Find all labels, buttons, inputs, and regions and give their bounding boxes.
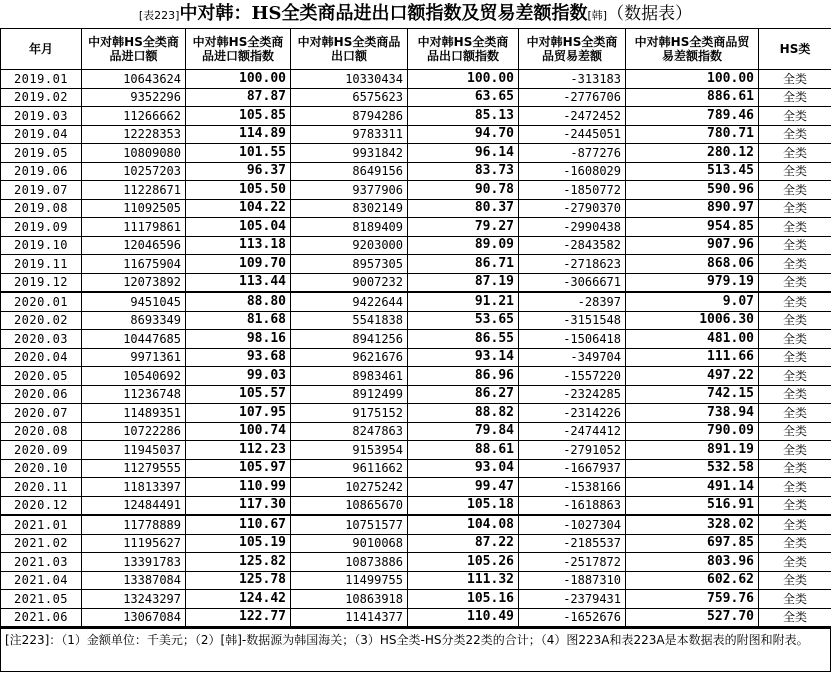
cell-hs-class: 全类 bbox=[759, 571, 831, 590]
cell-import-index: 81.68 bbox=[186, 311, 291, 330]
cell-balance-index: 497.22 bbox=[626, 367, 759, 386]
cell-export-value: 9931842 bbox=[291, 144, 408, 163]
cell-balance-value: -3066671 bbox=[519, 273, 626, 292]
cell-month: 2021.01 bbox=[1, 515, 82, 534]
cell-month: 2020.07 bbox=[1, 404, 82, 423]
header-export-value: 中对韩HS全类商品出口额 bbox=[291, 29, 408, 70]
table-row bbox=[1, 348, 831, 367]
cell-export-value: 10863918 bbox=[291, 590, 408, 609]
cell-balance-value: -2474412 bbox=[519, 422, 626, 441]
cell-export-value: 9153954 bbox=[291, 441, 408, 460]
cell-export-value: 8794286 bbox=[291, 107, 408, 126]
cell-hs-class: 全类 bbox=[759, 181, 831, 200]
cell-month: 2019.04 bbox=[1, 125, 82, 144]
cell-month: 2019.02 bbox=[1, 88, 82, 107]
cell-import-value: 9971361 bbox=[82, 348, 186, 367]
cell-hs-class: 全类 bbox=[759, 88, 831, 107]
cell-export-index: 83.73 bbox=[408, 162, 519, 181]
cell-import-value: 11195627 bbox=[82, 534, 186, 553]
cell-export-index: 105.18 bbox=[408, 496, 519, 515]
cell-export-index: 111.32 bbox=[408, 571, 519, 590]
cell-month: 2020.03 bbox=[1, 330, 82, 349]
cell-export-value: 9621676 bbox=[291, 348, 408, 367]
cell-export-index: 88.82 bbox=[408, 404, 519, 423]
cell-import-index: 124.42 bbox=[186, 590, 291, 609]
cell-month: 2020.02 bbox=[1, 311, 82, 330]
header-balance-value: 中对韩HS全类商品贸易差额 bbox=[519, 29, 626, 70]
cell-export-index: 104.08 bbox=[408, 515, 519, 534]
cell-export-value: 8912499 bbox=[291, 385, 408, 404]
cell-hs-class: 全类 bbox=[759, 273, 831, 292]
cell-import-value: 11489351 bbox=[82, 404, 186, 423]
cell-month: 2021.06 bbox=[1, 608, 82, 627]
title-suffix: （数据表） bbox=[607, 4, 693, 24]
cell-import-value: 8693349 bbox=[82, 311, 186, 330]
table-row bbox=[1, 292, 831, 311]
cell-balance-value: -1850772 bbox=[519, 181, 626, 200]
cell-export-index: 91.21 bbox=[408, 292, 519, 311]
cell-import-index: 101.55 bbox=[186, 144, 291, 163]
cell-balance-index: 886.61 bbox=[626, 88, 759, 107]
cell-export-index: 100.00 bbox=[408, 70, 519, 89]
cell-import-value: 11228671 bbox=[82, 181, 186, 200]
cell-import-value: 11813397 bbox=[82, 478, 186, 497]
cell-hs-class: 全类 bbox=[759, 496, 831, 515]
cell-month: 2020.10 bbox=[1, 459, 82, 478]
cell-import-value: 11279555 bbox=[82, 459, 186, 478]
cell-import-value: 11266662 bbox=[82, 107, 186, 126]
cell-import-index: 125.78 bbox=[186, 571, 291, 590]
table-row bbox=[1, 162, 831, 181]
cell-export-value: 11414377 bbox=[291, 608, 408, 627]
cell-import-index: 104.22 bbox=[186, 199, 291, 218]
cell-export-value: 9175152 bbox=[291, 404, 408, 423]
table-row bbox=[1, 88, 831, 107]
cell-hs-class: 全类 bbox=[759, 144, 831, 163]
cell-export-value: 10330434 bbox=[291, 70, 408, 89]
table-row bbox=[1, 441, 831, 460]
cell-import-index: 93.68 bbox=[186, 348, 291, 367]
cell-balance-index: 513.45 bbox=[626, 162, 759, 181]
cell-import-index: 88.80 bbox=[186, 292, 291, 311]
cell-import-value: 10257203 bbox=[82, 162, 186, 181]
cell-balance-value: -1667937 bbox=[519, 459, 626, 478]
cell-hs-class: 全类 bbox=[759, 348, 831, 367]
cell-month: 2020.06 bbox=[1, 385, 82, 404]
cell-import-index: 112.23 bbox=[186, 441, 291, 460]
cell-balance-value: -877276 bbox=[519, 144, 626, 163]
cell-export-value: 9611662 bbox=[291, 459, 408, 478]
cell-import-value: 12484491 bbox=[82, 496, 186, 515]
header-month: 年月 bbox=[1, 29, 82, 70]
table-row bbox=[1, 144, 831, 163]
cell-balance-value: -2791052 bbox=[519, 441, 626, 460]
cell-hs-class: 全类 bbox=[759, 590, 831, 609]
cell-hs-class: 全类 bbox=[759, 218, 831, 237]
cell-export-value: 5541838 bbox=[291, 311, 408, 330]
cell-balance-value: -2776706 bbox=[519, 88, 626, 107]
cell-import-value: 10809080 bbox=[82, 144, 186, 163]
header-import-value: 中对韩HS全类商品进口额 bbox=[82, 29, 186, 70]
cell-balance-value: -2790370 bbox=[519, 199, 626, 218]
cell-balance-value: -2185537 bbox=[519, 534, 626, 553]
cell-import-value: 13243297 bbox=[82, 590, 186, 609]
cell-import-index: 122.77 bbox=[186, 608, 291, 627]
cell-import-value: 11179861 bbox=[82, 218, 186, 237]
table-row bbox=[1, 590, 831, 609]
title-main: 中对韩：HS全类商品进出口额指数及贸易差额指数 bbox=[179, 3, 588, 24]
cell-balance-value: -2718623 bbox=[519, 255, 626, 274]
cell-hs-class: 全类 bbox=[759, 255, 831, 274]
cell-import-value: 10540692 bbox=[82, 367, 186, 386]
cell-export-index: 94.70 bbox=[408, 125, 519, 144]
cell-balance-index: 759.76 bbox=[626, 590, 759, 609]
cell-export-value: 9377906 bbox=[291, 181, 408, 200]
cell-export-index: 86.71 bbox=[408, 255, 519, 274]
cell-balance-index: 697.85 bbox=[626, 534, 759, 553]
cell-hs-class: 全类 bbox=[759, 107, 831, 126]
cell-balance-value: -1652676 bbox=[519, 608, 626, 627]
cell-balance-index: 979.19 bbox=[626, 273, 759, 292]
cell-import-index: 105.57 bbox=[186, 385, 291, 404]
header-export-index: 中对韩HS全类商品出口额指数 bbox=[408, 29, 519, 70]
cell-balance-value: -2324285 bbox=[519, 385, 626, 404]
cell-hs-class: 全类 bbox=[759, 459, 831, 478]
cell-import-index: 125.82 bbox=[186, 553, 291, 572]
table-row bbox=[1, 571, 831, 590]
cell-export-index: 105.26 bbox=[408, 553, 519, 572]
cell-export-value: 9007232 bbox=[291, 273, 408, 292]
cell-import-index: 105.19 bbox=[186, 534, 291, 553]
cell-balance-index: 590.96 bbox=[626, 181, 759, 200]
cell-balance-index: 1006.30 bbox=[626, 311, 759, 330]
cell-month: 2019.01 bbox=[1, 70, 82, 89]
table-row bbox=[1, 199, 831, 218]
cell-export-value: 8189409 bbox=[291, 218, 408, 237]
cell-month: 2020.09 bbox=[1, 441, 82, 460]
cell-import-index: 110.67 bbox=[186, 515, 291, 534]
cell-import-value: 10643624 bbox=[82, 70, 186, 89]
cell-balance-index: 742.15 bbox=[626, 385, 759, 404]
table-row bbox=[1, 515, 831, 534]
cell-import-index: 100.00 bbox=[186, 70, 291, 89]
table-row bbox=[1, 608, 831, 627]
cell-export-index: 93.14 bbox=[408, 348, 519, 367]
cell-month: 2020.05 bbox=[1, 367, 82, 386]
cell-export-value: 9422644 bbox=[291, 292, 408, 311]
table-row bbox=[1, 255, 831, 274]
cell-hs-class: 全类 bbox=[759, 70, 831, 89]
cell-export-value: 10873886 bbox=[291, 553, 408, 572]
cell-balance-index: 790.09 bbox=[626, 422, 759, 441]
table-row bbox=[1, 367, 831, 386]
cell-hs-class: 全类 bbox=[759, 236, 831, 255]
cell-month: 2019.08 bbox=[1, 199, 82, 218]
cell-export-value: 8957305 bbox=[291, 255, 408, 274]
cell-export-value: 11499755 bbox=[291, 571, 408, 590]
cell-export-index: 85.13 bbox=[408, 107, 519, 126]
cell-balance-index: 954.85 bbox=[626, 218, 759, 237]
cell-balance-value: -28397 bbox=[519, 292, 626, 311]
table-row bbox=[1, 125, 831, 144]
cell-month: 2021.03 bbox=[1, 553, 82, 572]
cell-export-value: 8649156 bbox=[291, 162, 408, 181]
cell-balance-index: 491.14 bbox=[626, 478, 759, 497]
cell-import-index: 105.97 bbox=[186, 459, 291, 478]
cell-month: 2019.10 bbox=[1, 236, 82, 255]
cell-import-index: 96.37 bbox=[186, 162, 291, 181]
cell-export-value: 8941256 bbox=[291, 330, 408, 349]
cell-import-value: 12073892 bbox=[82, 273, 186, 292]
table-row bbox=[1, 553, 831, 572]
cell-import-value: 11675904 bbox=[82, 255, 186, 274]
cell-balance-index: 328.02 bbox=[626, 515, 759, 534]
cell-import-index: 105.04 bbox=[186, 218, 291, 237]
header-row bbox=[1, 29, 831, 70]
cell-month: 2019.12 bbox=[1, 273, 82, 292]
data-table bbox=[0, 28, 831, 627]
cell-hs-class: 全类 bbox=[759, 385, 831, 404]
cell-balance-index: 516.91 bbox=[626, 496, 759, 515]
cell-import-value: 12228353 bbox=[82, 125, 186, 144]
cell-month: 2020.12 bbox=[1, 496, 82, 515]
cell-month: 2021.02 bbox=[1, 534, 82, 553]
cell-export-value: 9783311 bbox=[291, 125, 408, 144]
cell-export-index: 79.27 bbox=[408, 218, 519, 237]
cell-import-index: 87.87 bbox=[186, 88, 291, 107]
cell-export-index: 79.84 bbox=[408, 422, 519, 441]
cell-export-index: 80.37 bbox=[408, 199, 519, 218]
cell-export-index: 86.55 bbox=[408, 330, 519, 349]
table-row bbox=[1, 534, 831, 553]
cell-import-value: 9451045 bbox=[82, 292, 186, 311]
table-row bbox=[1, 459, 831, 478]
cell-import-index: 98.16 bbox=[186, 330, 291, 349]
cell-balance-index: 532.58 bbox=[626, 459, 759, 478]
cell-balance-value: -1506418 bbox=[519, 330, 626, 349]
table-row bbox=[1, 496, 831, 515]
table-row bbox=[1, 107, 831, 126]
cell-hs-class: 全类 bbox=[759, 162, 831, 181]
cell-balance-index: 9.07 bbox=[626, 292, 759, 311]
cell-hs-class: 全类 bbox=[759, 553, 831, 572]
cell-import-index: 105.85 bbox=[186, 107, 291, 126]
table-row bbox=[1, 273, 831, 292]
cell-month: 2019.05 bbox=[1, 144, 82, 163]
cell-hs-class: 全类 bbox=[759, 292, 831, 311]
cell-month: 2020.11 bbox=[1, 478, 82, 497]
cell-hs-class: 全类 bbox=[759, 330, 831, 349]
cell-hs-class: 全类 bbox=[759, 441, 831, 460]
cell-balance-index: 280.12 bbox=[626, 144, 759, 163]
cell-export-value: 8302149 bbox=[291, 199, 408, 218]
cell-hs-class: 全类 bbox=[759, 608, 831, 627]
cell-import-value: 12046596 bbox=[82, 236, 186, 255]
cell-import-index: 110.99 bbox=[186, 478, 291, 497]
cell-import-value: 11092505 bbox=[82, 199, 186, 218]
cell-import-value: 13067084 bbox=[82, 608, 186, 627]
cell-import-index: 117.30 bbox=[186, 496, 291, 515]
cell-export-value: 8983461 bbox=[291, 367, 408, 386]
cell-balance-value: -2472452 bbox=[519, 107, 626, 126]
cell-hs-class: 全类 bbox=[759, 422, 831, 441]
cell-import-index: 105.50 bbox=[186, 181, 291, 200]
cell-hs-class: 全类 bbox=[759, 515, 831, 534]
cell-export-index: 93.04 bbox=[408, 459, 519, 478]
table-row bbox=[1, 478, 831, 497]
cell-import-value: 13387084 bbox=[82, 571, 186, 590]
cell-balance-index: 907.96 bbox=[626, 236, 759, 255]
cell-month: 2020.08 bbox=[1, 422, 82, 441]
cell-month: 2021.05 bbox=[1, 590, 82, 609]
cell-import-index: 109.70 bbox=[186, 255, 291, 274]
cell-balance-index: 527.70 bbox=[626, 608, 759, 627]
footnote: [注223]：（1）金额单位：千美元；（2）[韩]-数据源为韩国海关；（3）HS全类-HS分类22类的合计；（4）图223A和表223A是本数据表的附图和附表。 bbox=[0, 627, 831, 672]
cell-export-index: 86.96 bbox=[408, 367, 519, 386]
cell-export-index: 86.27 bbox=[408, 385, 519, 404]
cell-import-index: 113.18 bbox=[186, 236, 291, 255]
cell-export-index: 99.47 bbox=[408, 478, 519, 497]
cell-hs-class: 全类 bbox=[759, 534, 831, 553]
cell-import-index: 113.44 bbox=[186, 273, 291, 292]
cell-month: 2019.11 bbox=[1, 255, 82, 274]
cell-month: 2020.01 bbox=[1, 292, 82, 311]
cell-import-index: 107.95 bbox=[186, 404, 291, 423]
cell-hs-class: 全类 bbox=[759, 311, 831, 330]
cell-balance-value: -1887310 bbox=[519, 571, 626, 590]
cell-balance-value: -1538166 bbox=[519, 478, 626, 497]
cell-export-value: 10865670 bbox=[291, 496, 408, 515]
cell-export-value: 8247863 bbox=[291, 422, 408, 441]
table-row bbox=[1, 218, 831, 237]
table-row bbox=[1, 385, 831, 404]
cell-hs-class: 全类 bbox=[759, 478, 831, 497]
cell-export-index: 88.61 bbox=[408, 441, 519, 460]
cell-balance-index: 111.66 bbox=[626, 348, 759, 367]
cell-import-value: 10447685 bbox=[82, 330, 186, 349]
cell-balance-value: -2990438 bbox=[519, 218, 626, 237]
cell-balance-index: 803.96 bbox=[626, 553, 759, 572]
cell-balance-value: -2379431 bbox=[519, 590, 626, 609]
cell-balance-index: 891.19 bbox=[626, 441, 759, 460]
cell-balance-index: 602.62 bbox=[626, 571, 759, 590]
cell-import-value: 13391783 bbox=[82, 553, 186, 572]
cell-month: 2019.09 bbox=[1, 218, 82, 237]
cell-balance-value: -349704 bbox=[519, 348, 626, 367]
cell-balance-index: 481.00 bbox=[626, 330, 759, 349]
cell-import-value: 10722286 bbox=[82, 422, 186, 441]
cell-import-value: 9352296 bbox=[82, 88, 186, 107]
cell-month: 2021.04 bbox=[1, 571, 82, 590]
table-title bbox=[0, 0, 831, 28]
cell-export-index: 90.78 bbox=[408, 181, 519, 200]
cell-export-index: 110.49 bbox=[408, 608, 519, 627]
cell-balance-value: -2445051 bbox=[519, 125, 626, 144]
header-hs-class: HS类 bbox=[759, 29, 831, 70]
cell-export-index: 63.65 bbox=[408, 88, 519, 107]
cell-month: 2019.03 bbox=[1, 107, 82, 126]
cell-balance-index: 780.71 bbox=[626, 125, 759, 144]
table-row bbox=[1, 70, 831, 89]
table-row bbox=[1, 330, 831, 349]
header-import-index: 中对韩HS全类商品进口额指数 bbox=[186, 29, 291, 70]
title-tag: [表223] bbox=[138, 9, 180, 22]
cell-export-value: 6575623 bbox=[291, 88, 408, 107]
cell-balance-value: -3151548 bbox=[519, 311, 626, 330]
cell-month: 2020.04 bbox=[1, 348, 82, 367]
cell-balance-value: -2517872 bbox=[519, 553, 626, 572]
cell-balance-value: -1027304 bbox=[519, 515, 626, 534]
table-row bbox=[1, 404, 831, 423]
cell-balance-value: -2843582 bbox=[519, 236, 626, 255]
cell-month: 2019.07 bbox=[1, 181, 82, 200]
cell-balance-value: -1557220 bbox=[519, 367, 626, 386]
title-source-tag: [韩] bbox=[587, 9, 608, 22]
cell-export-index: 87.22 bbox=[408, 534, 519, 553]
table-row bbox=[1, 236, 831, 255]
cell-balance-value: -1618863 bbox=[519, 496, 626, 515]
cell-balance-index: 890.97 bbox=[626, 199, 759, 218]
cell-import-index: 114.89 bbox=[186, 125, 291, 144]
cell-hs-class: 全类 bbox=[759, 199, 831, 218]
cell-import-value: 11945037 bbox=[82, 441, 186, 460]
cell-balance-index: 738.94 bbox=[626, 404, 759, 423]
table-row bbox=[1, 422, 831, 441]
cell-export-index: 105.16 bbox=[408, 590, 519, 609]
cell-balance-index: 789.46 bbox=[626, 107, 759, 126]
cell-export-index: 96.14 bbox=[408, 144, 519, 163]
cell-hs-class: 全类 bbox=[759, 404, 831, 423]
cell-balance-value: -2314226 bbox=[519, 404, 626, 423]
cell-balance-index: 868.06 bbox=[626, 255, 759, 274]
cell-import-index: 99.03 bbox=[186, 367, 291, 386]
cell-import-value: 11778889 bbox=[82, 515, 186, 534]
cell-import-index: 100.74 bbox=[186, 422, 291, 441]
cell-import-value: 11236748 bbox=[82, 385, 186, 404]
cell-hs-class: 全类 bbox=[759, 125, 831, 144]
cell-hs-class: 全类 bbox=[759, 367, 831, 386]
header-balance-index: 中对韩HS全类商品贸易差额指数 bbox=[626, 29, 759, 70]
cell-balance-value: -313183 bbox=[519, 70, 626, 89]
cell-export-index: 53.65 bbox=[408, 311, 519, 330]
cell-export-index: 89.09 bbox=[408, 236, 519, 255]
cell-export-index: 87.19 bbox=[408, 273, 519, 292]
cell-balance-value: -1608029 bbox=[519, 162, 626, 181]
cell-export-value: 10275242 bbox=[291, 478, 408, 497]
cell-export-value: 9203000 bbox=[291, 236, 408, 255]
cell-month: 2019.06 bbox=[1, 162, 82, 181]
cell-balance-index: 100.00 bbox=[626, 70, 759, 89]
cell-export-value: 10751577 bbox=[291, 515, 408, 534]
cell-export-value: 9010068 bbox=[291, 534, 408, 553]
table-row bbox=[1, 181, 831, 200]
table-row bbox=[1, 311, 831, 330]
